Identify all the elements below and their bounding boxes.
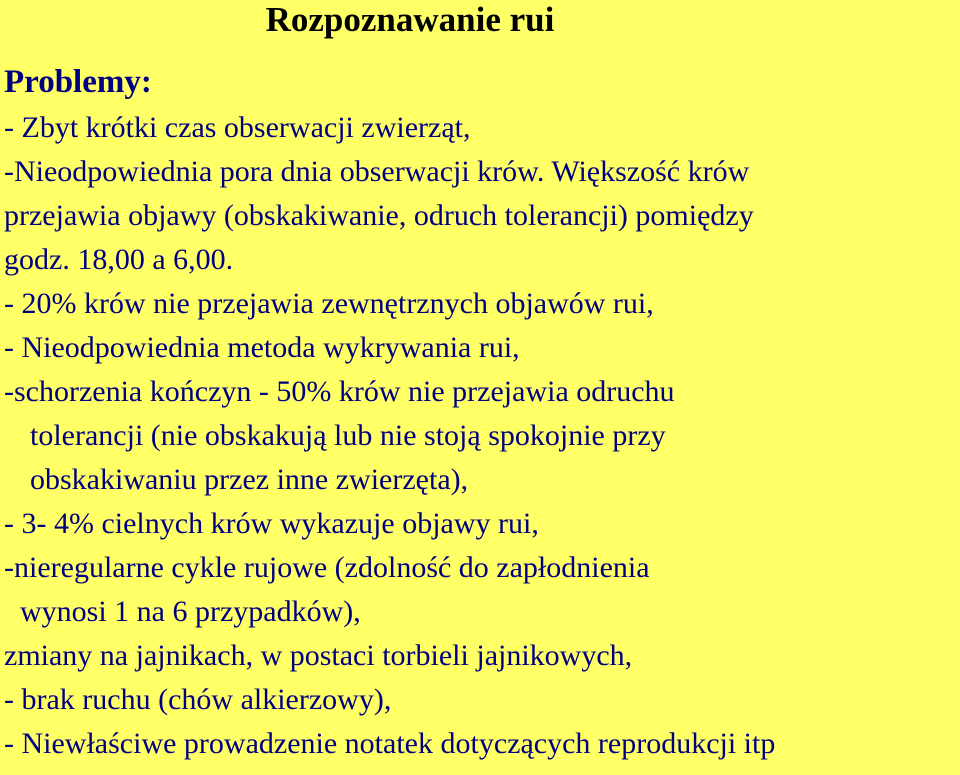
problem-line-4: godz. 18,00 a 6,00.	[4, 243, 234, 276]
problem-line-2: -Nieodpowiednia pora dnia obserwacji krów. Większość krów	[4, 155, 750, 188]
problem-line-13: zmiany na jajnikach, w postaci torbieli jajnikowych,	[4, 639, 633, 672]
problem-line-8: tolerancji (nie obskakują lub nie stoją spokojnie przy	[30, 419, 666, 452]
problem-line-3: przejawia objawy (obskakiwanie, odruch tolerancji) pomiędzy	[4, 199, 754, 232]
problem-line-9: obskakiwaniu przez inne zwierzęta),	[30, 463, 469, 496]
problem-line-7: -schorzenia kończyn - 50% krów nie przejawia odruchu	[4, 375, 675, 408]
problem-line-5: - 20% krów nie przejawia zewnętrznych objawów rui,	[4, 287, 654, 320]
problem-line-14: - brak ruchu (chów alkierzowy),	[4, 683, 392, 716]
slide-title: Rozpoznawanie rui	[265, 0, 555, 39]
problem-line-15: - Niewłaściwe prowadzenie notatek dotyczących reprodukcji itp	[4, 727, 776, 760]
problems-heading: Problemy:	[4, 64, 152, 100]
problem-line-1: - Zbyt krótki czas obserwacji zwierząt,	[4, 111, 471, 144]
problem-line-12: wynosi 1 na 6 przypadków),	[20, 595, 361, 628]
problem-line-11: -nieregularne cykle rujowe (zdolność do zapłodnienia	[4, 551, 650, 584]
problem-line-6: - Nieodpowiednia metoda wykrywania rui,	[4, 331, 520, 364]
problem-line-10: - 3- 4% cielnych krów wykazuje objawy rui,	[4, 507, 539, 540]
